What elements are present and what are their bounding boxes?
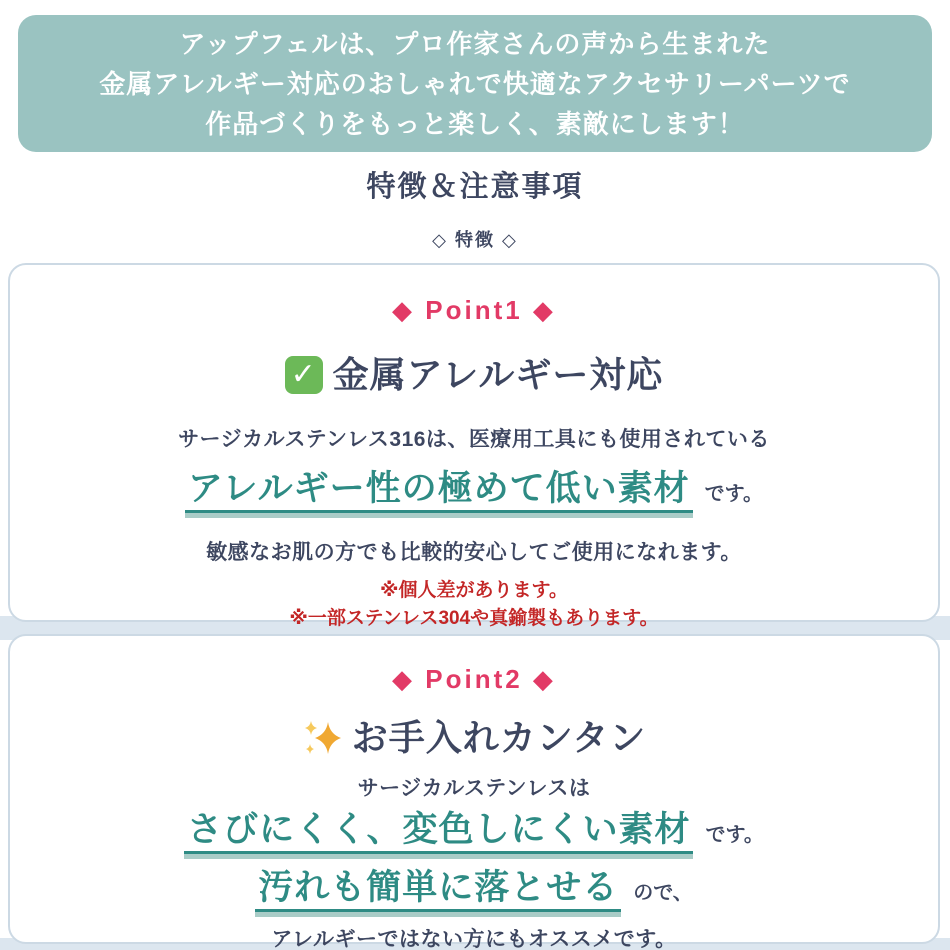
- point1-heading-text: 金属アレルギー対応: [332, 354, 664, 395]
- check-mark-glyph: ✓: [290, 358, 317, 391]
- banner-line-2: 金属アレルギー対応のおしゃれで快適なアクセサリーパーツで: [99, 68, 851, 99]
- point2-highlight-row-2: [10, 866, 938, 917]
- section-title: 特徴＆注意事項: [366, 171, 584, 203]
- point2-card: [8, 634, 940, 950]
- point2-highlight-2-suffix: ので、: [633, 882, 693, 904]
- point1-highlight-text: アレルギー性の極めて低い素材: [185, 469, 693, 513]
- point1-highlight-row: [10, 467, 938, 518]
- point1-note-1: ※個人差があります。: [380, 580, 568, 601]
- point2-heading-text: お手入れカンタン: [351, 717, 647, 758]
- point2-highlight-1-suffix: です。: [705, 824, 764, 846]
- intro-banner: [18, 15, 932, 152]
- banner-line-1: アップフェルは、プロ作家さんの声から生まれた: [179, 28, 771, 59]
- point2-highlight-row-1: [10, 808, 938, 859]
- point2-label: ◆ Point2 ◆: [392, 664, 556, 694]
- check-icon: [285, 356, 323, 394]
- point2-body-2: アレルギーではない方にもオススメです。: [271, 928, 677, 950]
- section-subtitle: ◇ 特徴 ◇: [432, 230, 518, 250]
- point1-heading: [10, 353, 938, 397]
- point1-body-2: 敏感なお肌の方でも比較的安心してご使用になれます。: [206, 541, 742, 564]
- point1-label: ◆ Point1 ◆: [392, 295, 556, 325]
- point1-note-2: ※一部ステンレス304や真鍮製もあります。: [289, 608, 659, 629]
- sparkles-icon: [302, 718, 342, 758]
- point1-body-1: サージカルステンレス316は、医療用工具にも使用されている: [178, 428, 770, 451]
- point2-highlight-2-text: 汚れも簡単に落とせる: [255, 868, 621, 912]
- point2-highlight-1-text: さびにくく、変色しにくい素材: [184, 810, 693, 854]
- point2-heading: [10, 716, 938, 760]
- point1-highlight-suffix: です。: [704, 483, 764, 505]
- banner-line-3: 作品づくりをもっと楽しく、素敵にします！: [205, 108, 745, 139]
- point1-card: [8, 263, 940, 629]
- point2-body-1: サージカルステンレスは: [357, 777, 591, 800]
